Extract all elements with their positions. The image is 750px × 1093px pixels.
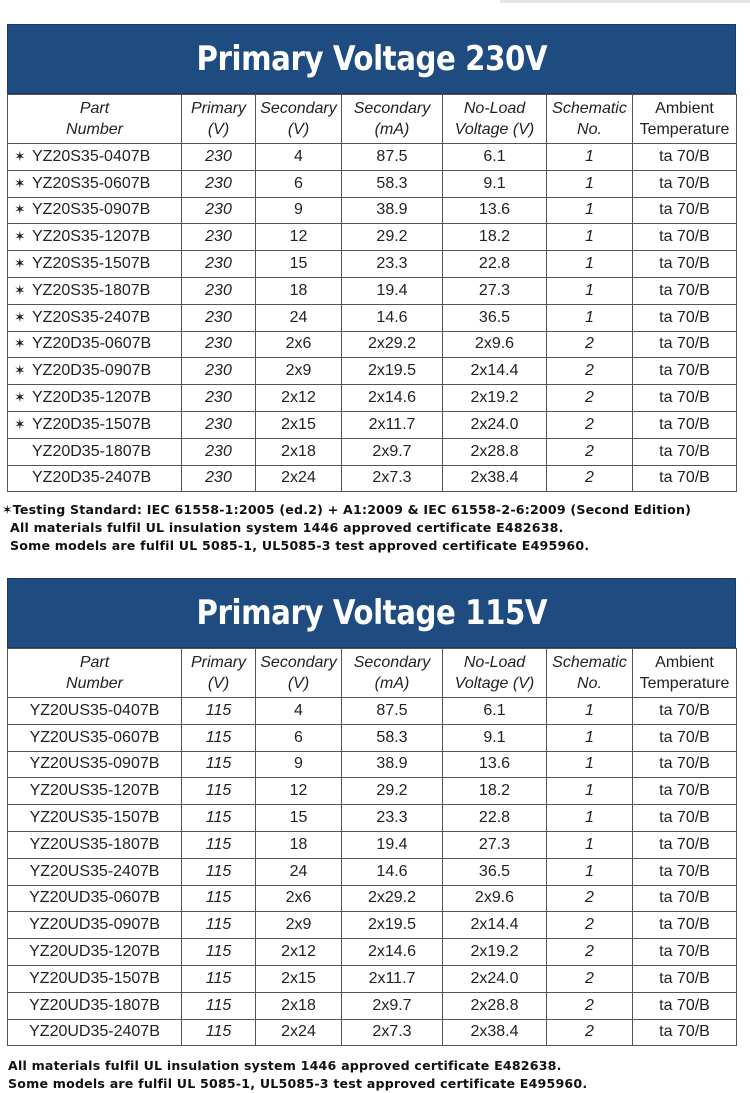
no-load-voltage-cell: 18.2	[443, 224, 547, 251]
secondary-v-cell: 2x15	[256, 411, 342, 438]
table-row	[8, 197, 737, 224]
ambient-temperature-cell: ta 70/B	[633, 1019, 737, 1046]
part-number-cell	[8, 170, 182, 197]
secondary-v-cell: 12	[256, 778, 342, 805]
top-edge-line	[500, 0, 750, 3]
secondary-v-cell: 18	[256, 831, 342, 858]
header-primary-v: Primary (V)	[182, 649, 256, 698]
secondary-v-cell: 9	[256, 197, 342, 224]
secondary-v-cell: 2x15	[256, 965, 342, 992]
secondary-ma-cell: 2x11.7	[342, 411, 443, 438]
header-part-number: Part Number	[8, 95, 182, 144]
note-line: All materials fulfil UL insulation system 1446 approved certificate E482638.	[8, 1058, 562, 1073]
part-number-cell	[8, 304, 182, 331]
no-load-voltage-cell: 6.1	[443, 698, 547, 725]
table-row	[8, 698, 737, 725]
schematic-no-cell: 1	[547, 170, 633, 197]
ambient-temperature-cell: ta 70/B	[633, 778, 737, 805]
no-load-voltage-cell: 27.3	[443, 831, 547, 858]
header-schematic-no: Schematic No.	[547, 95, 633, 144]
no-load-voltage-cell: 22.8	[443, 251, 547, 278]
schematic-no-cell: 2	[547, 885, 633, 912]
schematic-no-cell: 1	[547, 224, 633, 251]
schematic-no-cell: 2	[547, 411, 633, 438]
schematic-no-cell: 2	[547, 992, 633, 1019]
star-marker-icon: ✶	[14, 389, 26, 406]
star-marker-icon: ✶	[14, 308, 26, 325]
note-line: Some models are fulfil UL 5085-1, UL5085-3 test approved certificate E495960.	[10, 538, 590, 553]
secondary-v-cell: 12	[256, 224, 342, 251]
part-number-cell	[8, 197, 182, 224]
secondary-v-cell: 2x18	[256, 438, 342, 465]
secondary-v-cell: 4	[256, 144, 342, 171]
schematic-no-cell: 1	[547, 751, 633, 778]
ambient-temperature-cell: ta 70/B	[633, 831, 737, 858]
table-row	[8, 885, 737, 912]
secondary-v-cell: 2x24	[256, 465, 342, 492]
part-number-cell	[8, 965, 182, 992]
secondary-v-cell: 9	[256, 751, 342, 778]
part-number-text: YZ20UD35-1807B	[29, 996, 160, 1014]
header-secondary-ma: Secondary (mA)	[342, 649, 443, 698]
ambient-temperature-cell: ta 70/B	[633, 885, 737, 912]
ambient-temperature-cell: ta 70/B	[633, 724, 737, 751]
table-row	[8, 438, 737, 465]
part-number-text: YZ20D35-1507B	[32, 415, 152, 433]
star-marker-icon: ✶	[14, 415, 26, 432]
ambient-temperature-cell: ta 70/B	[633, 912, 737, 939]
ambient-temperature-cell: ta 70/B	[633, 992, 737, 1019]
ambient-temperature-cell: ta 70/B	[633, 939, 737, 966]
star-marker-icon: ✶	[14, 147, 26, 164]
primary-v-cell: 115	[182, 885, 256, 912]
table-row	[8, 778, 737, 805]
part-number-cell	[8, 438, 182, 465]
primary-v-cell: 115	[182, 1019, 256, 1046]
part-number-text: YZ20S35-1807B	[32, 281, 151, 299]
star-marker-icon: ✶	[14, 174, 26, 191]
no-load-voltage-cell: 2x14.4	[443, 912, 547, 939]
schematic-no-cell: 2	[547, 912, 633, 939]
part-number-cell	[8, 1019, 182, 1046]
table-row	[8, 939, 737, 966]
primary-v-cell: 115	[182, 698, 256, 725]
part-number-text: YZ20US35-1507B	[29, 809, 160, 827]
table-row	[8, 724, 737, 751]
ambient-temperature-cell: ta 70/B	[633, 385, 737, 412]
header-secondary-v: Secondary (V)	[256, 649, 342, 698]
no-load-voltage-cell: 2x28.8	[443, 992, 547, 1019]
star-marker-icon: ✶	[14, 201, 26, 218]
secondary-v-cell: 6	[256, 170, 342, 197]
ambient-temperature-cell: ta 70/B	[633, 170, 737, 197]
note-line: ✶Testing Standard: IEC 61558-1:2005 (ed.2) + A1:2009 & IEC 61558-2-6:2009 (Second Edition)	[2, 502, 692, 517]
part-number-cell	[8, 224, 182, 251]
schematic-no-cell: 1	[547, 197, 633, 224]
table-row	[8, 144, 737, 171]
no-load-voltage-cell: 22.8	[443, 805, 547, 832]
table-row	[8, 1019, 737, 1046]
schematic-no-cell: 2	[547, 438, 633, 465]
secondary-v-cell: 2x6	[256, 885, 342, 912]
no-load-voltage-cell: 2x14.4	[443, 358, 547, 385]
header-no-load-voltage: No-Load Voltage (V)	[443, 649, 547, 698]
part-number-text: YZ20UD35-1507B	[29, 969, 160, 987]
primary-v-cell: 230	[182, 251, 256, 278]
primary-v-cell: 230	[182, 144, 256, 171]
part-number-text: YZ20S35-0907B	[32, 201, 151, 219]
ambient-temperature-cell: ta 70/B	[633, 965, 737, 992]
table-row	[8, 411, 737, 438]
part-number-text: YZ20D35-2407B	[32, 469, 152, 487]
no-load-voltage-cell: 18.2	[443, 778, 547, 805]
secondary-ma-cell: 2x9.7	[342, 438, 443, 465]
part-number-text: YZ20S35-1507B	[32, 255, 151, 273]
primary-v-cell: 230	[182, 358, 256, 385]
ambient-temperature-cell: ta 70/B	[633, 358, 737, 385]
spec-table-115v	[7, 648, 737, 1046]
section-title: Primary Voltage 115V	[196, 593, 547, 633]
secondary-ma-cell: 19.4	[342, 831, 443, 858]
note-line: Some models are fulfil UL 5085-1, UL5085-3 test approved certificate E495960.	[8, 1076, 588, 1091]
part-number-cell	[8, 992, 182, 1019]
part-number-cell	[8, 885, 182, 912]
table-row	[8, 251, 737, 278]
section-115v	[7, 578, 736, 1046]
table-row	[8, 304, 737, 331]
no-load-voltage-cell: 36.5	[443, 304, 547, 331]
header-schematic-no: Schematic No.	[547, 649, 633, 698]
part-number-cell	[8, 251, 182, 278]
secondary-ma-cell: 58.3	[342, 724, 443, 751]
notes-230v	[2, 501, 691, 555]
part-number-cell	[8, 385, 182, 412]
primary-v-cell: 230	[182, 438, 256, 465]
secondary-v-cell: 18	[256, 277, 342, 304]
ambient-temperature-cell: ta 70/B	[633, 251, 737, 278]
table-row	[8, 331, 737, 358]
primary-v-cell: 230	[182, 331, 256, 358]
table-row	[8, 965, 737, 992]
schematic-no-cell: 2	[547, 965, 633, 992]
header-no-load-voltage: No-Load Voltage (V)	[443, 95, 547, 144]
primary-v-cell: 115	[182, 939, 256, 966]
secondary-ma-cell: 2x7.3	[342, 465, 443, 492]
part-number-cell	[8, 939, 182, 966]
secondary-ma-cell: 2x29.2	[342, 331, 443, 358]
schematic-no-cell: 1	[547, 144, 633, 171]
schematic-no-cell: 2	[547, 331, 633, 358]
part-number-text: YZ20S35-0607B	[32, 174, 151, 192]
table-row	[8, 858, 737, 885]
ambient-temperature-cell: ta 70/B	[633, 858, 737, 885]
secondary-v-cell: 6	[256, 724, 342, 751]
ambient-temperature-cell: ta 70/B	[633, 144, 737, 171]
table-row	[8, 170, 737, 197]
table-row	[8, 831, 737, 858]
no-load-voltage-cell: 13.6	[443, 751, 547, 778]
star-marker-icon: ✶	[14, 362, 26, 379]
part-number-cell	[8, 144, 182, 171]
section-title: Primary Voltage 230V	[196, 39, 547, 79]
schematic-no-cell: 2	[547, 358, 633, 385]
header-ambient-temperature: Ambient Temperature	[633, 649, 737, 698]
secondary-v-cell: 2x12	[256, 385, 342, 412]
part-number-cell	[8, 331, 182, 358]
primary-v-cell: 115	[182, 858, 256, 885]
no-load-voltage-cell: 2x24.0	[443, 411, 547, 438]
part-number-cell	[8, 277, 182, 304]
header-part-number: Part Number	[8, 649, 182, 698]
primary-v-cell: 115	[182, 992, 256, 1019]
part-number-text: YZ20US35-2407B	[29, 862, 160, 880]
table-row	[8, 385, 737, 412]
ambient-temperature-cell: ta 70/B	[633, 277, 737, 304]
schematic-no-cell: 2	[547, 1019, 633, 1046]
primary-v-cell: 230	[182, 277, 256, 304]
no-load-voltage-cell: 6.1	[443, 144, 547, 171]
header-secondary-ma: Secondary (mA)	[342, 95, 443, 144]
primary-v-cell: 115	[182, 965, 256, 992]
primary-v-cell: 230	[182, 411, 256, 438]
ambient-temperature-cell: ta 70/B	[633, 698, 737, 725]
part-number-text: YZ20UD35-2407B	[29, 1023, 160, 1041]
header-row	[8, 95, 737, 144]
part-number-text: YZ20S35-2407B	[32, 308, 151, 326]
no-load-voltage-cell: 2x19.2	[443, 939, 547, 966]
secondary-v-cell: 24	[256, 304, 342, 331]
part-number-cell	[8, 778, 182, 805]
secondary-ma-cell: 29.2	[342, 778, 443, 805]
primary-v-cell: 115	[182, 751, 256, 778]
section-banner	[7, 578, 736, 648]
primary-v-cell: 230	[182, 304, 256, 331]
star-marker-icon: ✶	[14, 228, 26, 245]
part-number-text: YZ20D35-0907B	[32, 362, 152, 380]
primary-v-cell: 230	[182, 170, 256, 197]
primary-v-cell: 115	[182, 831, 256, 858]
part-number-cell	[8, 358, 182, 385]
part-number-text: YZ20S35-0407B	[32, 147, 151, 165]
part-number-text: YZ20US35-0907B	[29, 755, 160, 773]
note-line: All materials fulfil UL insulation system 1446 approved certificate E482638.	[10, 520, 564, 535]
table-row	[8, 751, 737, 778]
spec-table-230v	[7, 94, 737, 492]
star-marker-icon: ✶	[14, 281, 26, 298]
part-number-cell	[8, 411, 182, 438]
no-load-voltage-cell: 2x19.2	[443, 385, 547, 412]
secondary-ma-cell: 38.9	[342, 751, 443, 778]
secondary-v-cell: 2x9	[256, 912, 342, 939]
ambient-temperature-cell: ta 70/B	[633, 411, 737, 438]
part-number-cell	[8, 751, 182, 778]
primary-v-cell: 115	[182, 805, 256, 832]
schematic-no-cell: 1	[547, 251, 633, 278]
secondary-ma-cell: 23.3	[342, 805, 443, 832]
secondary-ma-cell: 14.6	[342, 858, 443, 885]
notes-115v	[8, 1057, 587, 1093]
section-banner	[7, 24, 736, 94]
part-number-cell	[8, 805, 182, 832]
no-load-voltage-cell: 36.5	[443, 858, 547, 885]
no-load-voltage-cell: 9.1	[443, 170, 547, 197]
secondary-ma-cell: 19.4	[342, 277, 443, 304]
no-load-voltage-cell: 2x38.4	[443, 1019, 547, 1046]
part-number-text: YZ20S35-1207B	[32, 228, 151, 246]
schematic-no-cell: 1	[547, 304, 633, 331]
secondary-v-cell: 4	[256, 698, 342, 725]
part-number-text: YZ20D35-0607B	[32, 335, 152, 353]
no-load-voltage-cell: 9.1	[443, 724, 547, 751]
secondary-ma-cell: 38.9	[342, 197, 443, 224]
schematic-no-cell: 1	[547, 831, 633, 858]
secondary-v-cell: 24	[256, 858, 342, 885]
part-number-cell	[8, 465, 182, 492]
primary-v-cell: 230	[182, 224, 256, 251]
secondary-ma-cell: 87.5	[342, 698, 443, 725]
header-primary-v: Primary (V)	[182, 95, 256, 144]
table-row	[8, 465, 737, 492]
primary-v-cell: 115	[182, 912, 256, 939]
secondary-ma-cell: 2x29.2	[342, 885, 443, 912]
part-number-text: YZ20US35-0407B	[29, 701, 160, 719]
star-marker-icon: ✶	[14, 255, 26, 272]
table-row	[8, 224, 737, 251]
part-number-text: YZ20US35-0607B	[29, 728, 160, 746]
primary-v-cell: 230	[182, 197, 256, 224]
table-row	[8, 358, 737, 385]
table-row	[8, 992, 737, 1019]
schematic-no-cell: 1	[547, 277, 633, 304]
schematic-no-cell: 1	[547, 698, 633, 725]
primary-v-cell: 115	[182, 778, 256, 805]
ambient-temperature-cell: ta 70/B	[633, 224, 737, 251]
part-number-text: YZ20D35-1807B	[32, 442, 152, 460]
ambient-temperature-cell: ta 70/B	[633, 805, 737, 832]
secondary-v-cell: 15	[256, 805, 342, 832]
no-load-voltage-cell: 2x24.0	[443, 965, 547, 992]
part-number-cell	[8, 724, 182, 751]
ambient-temperature-cell: ta 70/B	[633, 304, 737, 331]
secondary-ma-cell: 2x14.6	[342, 939, 443, 966]
no-load-voltage-cell: 2x38.4	[443, 465, 547, 492]
secondary-v-cell: 2x6	[256, 331, 342, 358]
ambient-temperature-cell: ta 70/B	[633, 751, 737, 778]
part-number-text: YZ20D35-1207B	[32, 389, 152, 407]
primary-v-cell: 115	[182, 724, 256, 751]
part-number-text: YZ20UD35-0907B	[29, 916, 160, 934]
secondary-v-cell: 15	[256, 251, 342, 278]
schematic-no-cell: 1	[547, 805, 633, 832]
secondary-ma-cell: 23.3	[342, 251, 443, 278]
secondary-v-cell: 2x12	[256, 939, 342, 966]
secondary-ma-cell: 87.5	[342, 144, 443, 171]
table-row	[8, 277, 737, 304]
no-load-voltage-cell: 2x9.6	[443, 331, 547, 358]
secondary-ma-cell: 14.6	[342, 304, 443, 331]
schematic-no-cell: 1	[547, 858, 633, 885]
part-number-cell	[8, 912, 182, 939]
part-number-cell	[8, 858, 182, 885]
secondary-v-cell: 2x24	[256, 1019, 342, 1046]
part-number-text: YZ20UD35-1207B	[29, 943, 160, 961]
schematic-no-cell: 1	[547, 724, 633, 751]
no-load-voltage-cell: 27.3	[443, 277, 547, 304]
section-230v	[7, 24, 736, 492]
ambient-temperature-cell: ta 70/B	[633, 438, 737, 465]
secondary-v-cell: 2x9	[256, 358, 342, 385]
part-number-text: YZ20US35-1207B	[29, 782, 160, 800]
secondary-v-cell: 2x18	[256, 992, 342, 1019]
schematic-no-cell: 2	[547, 385, 633, 412]
secondary-ma-cell: 2x14.6	[342, 385, 443, 412]
primary-v-cell: 230	[182, 385, 256, 412]
part-number-text: YZ20US35-1807B	[29, 835, 160, 853]
no-load-voltage-cell: 13.6	[443, 197, 547, 224]
secondary-ma-cell: 2x19.5	[342, 912, 443, 939]
schematic-no-cell: 2	[547, 465, 633, 492]
schematic-no-cell: 2	[547, 939, 633, 966]
star-marker-icon: ✶	[14, 335, 26, 352]
secondary-ma-cell: 2x19.5	[342, 358, 443, 385]
no-load-voltage-cell: 2x9.6	[443, 885, 547, 912]
ambient-temperature-cell: ta 70/B	[633, 197, 737, 224]
secondary-ma-cell: 2x7.3	[342, 1019, 443, 1046]
secondary-ma-cell: 2x11.7	[342, 965, 443, 992]
part-number-cell	[8, 831, 182, 858]
table-row	[8, 912, 737, 939]
part-number-cell	[8, 698, 182, 725]
table-row	[8, 805, 737, 832]
ambient-temperature-cell: ta 70/B	[633, 331, 737, 358]
secondary-ma-cell: 29.2	[342, 224, 443, 251]
part-number-text: YZ20UD35-0607B	[29, 889, 160, 907]
no-load-voltage-cell: 2x28.8	[443, 438, 547, 465]
header-secondary-v: Secondary (V)	[256, 95, 342, 144]
secondary-ma-cell: 58.3	[342, 170, 443, 197]
schematic-no-cell: 1	[547, 778, 633, 805]
secondary-ma-cell: 2x9.7	[342, 992, 443, 1019]
header-ambient-temperature: Ambient Temperature	[633, 95, 737, 144]
header-row	[8, 649, 737, 698]
primary-v-cell: 230	[182, 465, 256, 492]
ambient-temperature-cell: ta 70/B	[633, 465, 737, 492]
